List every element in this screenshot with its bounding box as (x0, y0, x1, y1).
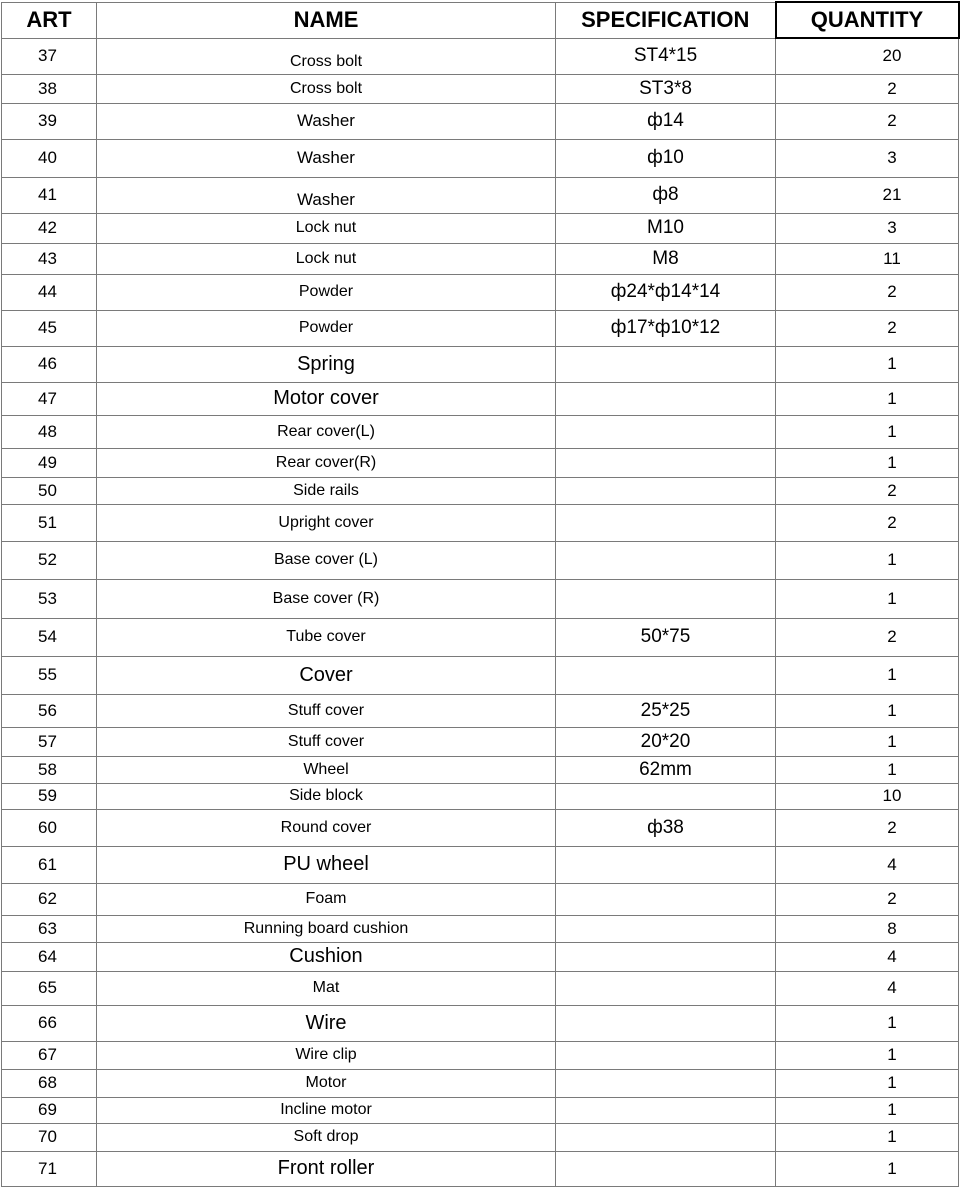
art-cell: 71 (2, 1151, 97, 1186)
specification-cell: 20*20 (556, 727, 776, 756)
table-row (2, 846, 959, 883)
table-row (2, 1069, 959, 1097)
quantity-cell: 10 (776, 783, 959, 809)
header-row (2, 2, 959, 38)
parts-table-body (2, 38, 959, 1186)
art-cell: 55 (2, 656, 97, 694)
table-row (2, 177, 959, 213)
quantity-cell: 1 (776, 1005, 959, 1041)
art-cell: 58 (2, 756, 97, 783)
art-cell: 65 (2, 971, 97, 1005)
name-cell: Rear cover(R) (97, 448, 556, 477)
table-row (2, 38, 959, 74)
quantity-cell: 1 (776, 1097, 959, 1123)
table-row (2, 139, 959, 177)
header-art: ART (2, 2, 97, 38)
specification-cell (556, 846, 776, 883)
quantity-cell: 1 (776, 656, 959, 694)
specification-cell (556, 915, 776, 942)
table-row (2, 504, 959, 541)
art-cell: 59 (2, 783, 97, 809)
table-row (2, 541, 959, 579)
specification-cell: M8 (556, 243, 776, 274)
quantity-cell: 1 (776, 382, 959, 415)
header-quantity: QUANTITY (776, 2, 959, 38)
specification-cell: 62mm (556, 756, 776, 783)
name-cell: Washer (97, 103, 556, 139)
quantity-cell: 2 (776, 274, 959, 310)
table-row (2, 1041, 959, 1069)
name-cell: Washer (97, 139, 556, 177)
name-cell: Lock nut (97, 213, 556, 243)
name-cell: Wheel (97, 756, 556, 783)
art-cell: 41 (2, 177, 97, 213)
specification-cell (556, 1151, 776, 1186)
art-cell: 40 (2, 139, 97, 177)
art-cell: 37 (2, 38, 97, 74)
name-cell: Foam (97, 883, 556, 915)
specification-cell (556, 656, 776, 694)
name-cell: Base cover (L) (97, 541, 556, 579)
quantity-cell: 2 (776, 504, 959, 541)
specification-cell: 50*75 (556, 618, 776, 656)
name-cell: Stuff cover (97, 694, 556, 727)
name-cell: Side block (97, 783, 556, 809)
quantity-cell: 1 (776, 415, 959, 448)
name-cell: Mat (97, 971, 556, 1005)
art-cell: 53 (2, 579, 97, 618)
art-cell: 67 (2, 1041, 97, 1069)
quantity-cell: 2 (776, 74, 959, 103)
table-row (2, 415, 959, 448)
table-row (2, 477, 959, 504)
quantity-cell: 1 (776, 1123, 959, 1151)
art-cell: 69 (2, 1097, 97, 1123)
name-cell: Front roller (97, 1151, 556, 1186)
table-row (2, 1151, 959, 1186)
name-cell: Lock nut (97, 243, 556, 274)
name-cell: Wire clip (97, 1041, 556, 1069)
art-cell: 44 (2, 274, 97, 310)
quantity-cell: 2 (776, 310, 959, 346)
table-row (2, 274, 959, 310)
specification-cell (556, 346, 776, 382)
art-cell: 52 (2, 541, 97, 579)
name-cell: Cross bolt (97, 74, 556, 103)
art-cell: 70 (2, 1123, 97, 1151)
art-cell: 51 (2, 504, 97, 541)
name-cell: Base cover (R) (97, 579, 556, 618)
quantity-cell: 1 (776, 579, 959, 618)
table-row (2, 1123, 959, 1151)
quantity-cell: 1 (776, 694, 959, 727)
table-row (2, 656, 959, 694)
specification-cell (556, 1041, 776, 1069)
specification-cell (556, 971, 776, 1005)
quantity-cell: 2 (776, 103, 959, 139)
specification-cell: ф38 (556, 809, 776, 846)
art-cell: 63 (2, 915, 97, 942)
table-row (2, 448, 959, 477)
specification-cell: ф10 (556, 139, 776, 177)
table-row (2, 310, 959, 346)
name-cell: Rear cover(L) (97, 415, 556, 448)
specification-cell: ф8 (556, 177, 776, 213)
specification-cell: ф17*ф10*12 (556, 310, 776, 346)
quantity-cell: 1 (776, 346, 959, 382)
table-row (2, 1005, 959, 1041)
quantity-cell: 1 (776, 1041, 959, 1069)
quantity-cell: 1 (776, 756, 959, 783)
art-cell: 57 (2, 727, 97, 756)
table-row (2, 243, 959, 274)
quantity-cell: 2 (776, 809, 959, 846)
table-row (2, 942, 959, 971)
quantity-cell: 20 (776, 38, 959, 74)
art-cell: 50 (2, 477, 97, 504)
name-cell: Spring (97, 346, 556, 382)
name-cell: Cover (97, 656, 556, 694)
art-cell: 56 (2, 694, 97, 727)
specification-cell: ф24*ф14*14 (556, 274, 776, 310)
name-cell: Upright cover (97, 504, 556, 541)
art-cell: 54 (2, 618, 97, 656)
art-cell: 61 (2, 846, 97, 883)
quantity-cell: 4 (776, 971, 959, 1005)
specification-cell (556, 1005, 776, 1041)
name-cell: Motor (97, 1069, 556, 1097)
table-row (2, 883, 959, 915)
specification-cell (556, 504, 776, 541)
quantity-cell: 1 (776, 727, 959, 756)
name-cell: Incline motor (97, 1097, 556, 1123)
table-row (2, 346, 959, 382)
art-cell: 42 (2, 213, 97, 243)
name-cell: Cushion (97, 942, 556, 971)
name-cell: Soft drop (97, 1123, 556, 1151)
art-cell: 46 (2, 346, 97, 382)
table-row (2, 756, 959, 783)
name-cell: Stuff cover (97, 727, 556, 756)
name-cell: Tube cover (97, 618, 556, 656)
name-cell: Powder (97, 310, 556, 346)
table-row (2, 694, 959, 727)
art-cell: 68 (2, 1069, 97, 1097)
quantity-cell: 4 (776, 942, 959, 971)
table-row (2, 103, 959, 139)
quantity-cell: 1 (776, 448, 959, 477)
quantity-cell: 8 (776, 915, 959, 942)
specification-cell: 25*25 (556, 694, 776, 727)
table-row (2, 1097, 959, 1123)
specification-cell (556, 448, 776, 477)
name-cell: Motor cover (97, 382, 556, 415)
table-row (2, 579, 959, 618)
name-cell: Side rails (97, 477, 556, 504)
art-cell: 45 (2, 310, 97, 346)
art-cell: 48 (2, 415, 97, 448)
quantity-cell: 1 (776, 541, 959, 579)
specification-cell (556, 579, 776, 618)
art-cell: 49 (2, 448, 97, 477)
art-cell: 60 (2, 809, 97, 846)
art-cell: 43 (2, 243, 97, 274)
specification-cell (556, 382, 776, 415)
parts-list-table (1, 1, 960, 1187)
quantity-cell: 1 (776, 1151, 959, 1186)
table-row (2, 618, 959, 656)
name-cell: Wire (97, 1005, 556, 1041)
quantity-cell: 1 (776, 1069, 959, 1097)
specification-cell (556, 942, 776, 971)
table-row (2, 74, 959, 103)
header-name: NAME (97, 2, 556, 38)
name-cell: Cross bolt (97, 38, 556, 74)
quantity-cell: 21 (776, 177, 959, 213)
quantity-cell: 11 (776, 243, 959, 274)
table-row (2, 809, 959, 846)
art-cell: 47 (2, 382, 97, 415)
specification-cell: ST3*8 (556, 74, 776, 103)
specification-cell (556, 477, 776, 504)
table-row (2, 783, 959, 809)
table-row (2, 915, 959, 942)
specification-cell (556, 1097, 776, 1123)
art-cell: 39 (2, 103, 97, 139)
name-cell: Washer (97, 177, 556, 213)
table-row (2, 971, 959, 1005)
name-cell: Powder (97, 274, 556, 310)
quantity-cell: 2 (776, 477, 959, 504)
quantity-cell: 4 (776, 846, 959, 883)
art-cell: 66 (2, 1005, 97, 1041)
art-cell: 64 (2, 942, 97, 971)
name-cell: PU wheel (97, 846, 556, 883)
table-row (2, 213, 959, 243)
art-cell: 62 (2, 883, 97, 915)
specification-cell: ST4*15 (556, 38, 776, 74)
quantity-cell: 3 (776, 139, 959, 177)
header-specification: SPECIFICATION (556, 2, 776, 38)
quantity-cell: 2 (776, 883, 959, 915)
art-cell: 38 (2, 74, 97, 103)
specification-cell (556, 883, 776, 915)
specification-cell: M10 (556, 213, 776, 243)
specification-cell (556, 541, 776, 579)
specification-cell (556, 415, 776, 448)
specification-cell (556, 783, 776, 809)
specification-cell (556, 1123, 776, 1151)
quantity-cell: 3 (776, 213, 959, 243)
table-row (2, 727, 959, 756)
name-cell: Running board cushion (97, 915, 556, 942)
quantity-cell: 2 (776, 618, 959, 656)
table-row (2, 382, 959, 415)
specification-cell: ф14 (556, 103, 776, 139)
name-cell: Round cover (97, 809, 556, 846)
specification-cell (556, 1069, 776, 1097)
